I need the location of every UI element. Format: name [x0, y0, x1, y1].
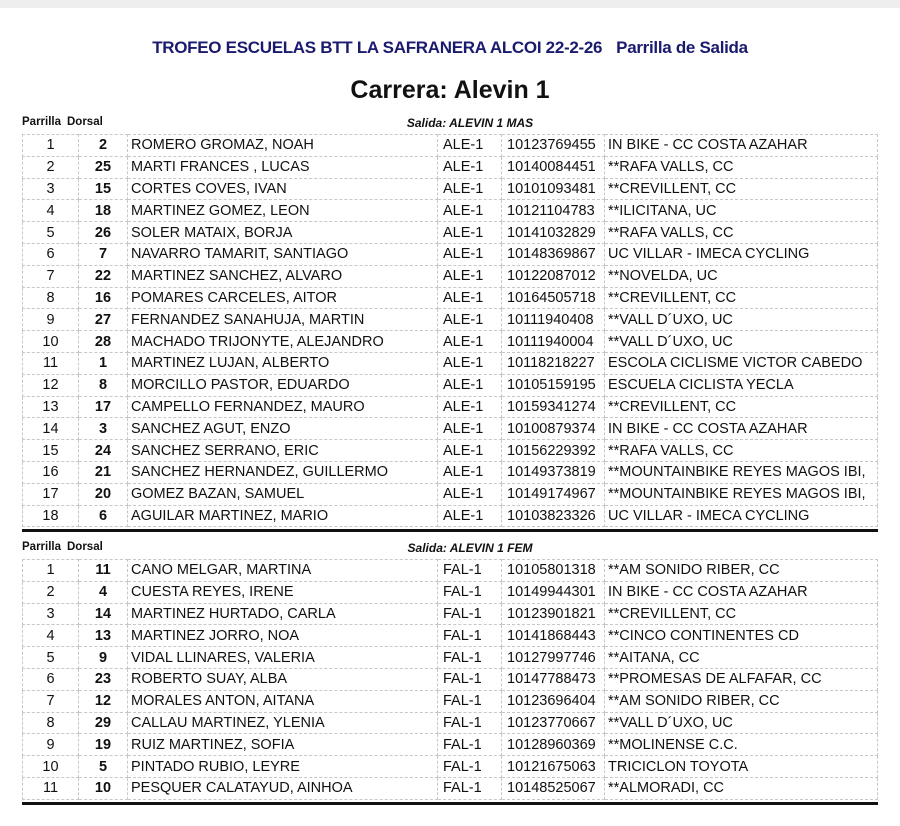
- rider-name: MARTINEZ LUJAN, ALBERTO: [128, 352, 438, 374]
- license-number: 10128960369: [502, 734, 605, 756]
- bib-number: 10: [79, 777, 128, 799]
- category: ALE-1: [438, 396, 502, 418]
- bib-number: 12: [79, 690, 128, 712]
- bib-number: 21: [79, 461, 128, 483]
- section-alevin-1-fem: [22, 541, 878, 805]
- category: ALE-1: [438, 418, 502, 440]
- salida-label: Salida: ALEVIN 1 MAS: [406, 116, 534, 130]
- club-name: **AM SONIDO RIBER, CC: [605, 560, 878, 582]
- rider-name: AGUILAR MARTINEZ, MARIO: [128, 505, 438, 527]
- grid-position: 15: [23, 440, 79, 462]
- grid-position: 4: [23, 200, 79, 222]
- table-row: [23, 374, 878, 396]
- license-number: 10121104783: [502, 200, 605, 222]
- rider-name: MACHADO TRIJONYTE, ALEJANDRO: [128, 331, 438, 353]
- club-name: **AM SONIDO RIBER, CC: [605, 690, 878, 712]
- bib-number: 20: [79, 483, 128, 505]
- category: ALE-1: [438, 374, 502, 396]
- bib-number: 23: [79, 668, 128, 690]
- bib-number: 17: [79, 396, 128, 418]
- grid-position: 9: [23, 734, 79, 756]
- license-number: 10141032829: [502, 222, 605, 244]
- bib-number: 13: [79, 625, 128, 647]
- license-number: 10141868443: [502, 625, 605, 647]
- section-header: [22, 541, 878, 559]
- category: FAL-1: [438, 756, 502, 778]
- rider-name: CORTES COVES, IVAN: [128, 178, 438, 200]
- license-number: 10140084451: [502, 156, 605, 178]
- table-row: [23, 505, 878, 527]
- category: ALE-1: [438, 178, 502, 200]
- bib-number: 22: [79, 265, 128, 287]
- bib-number: 4: [79, 581, 128, 603]
- grid-position: 4: [23, 625, 79, 647]
- table-row: [23, 331, 878, 353]
- category: FAL-1: [438, 668, 502, 690]
- grid-position: 5: [23, 647, 79, 669]
- table-row: [23, 756, 878, 778]
- club-name: **CREVILLENT, CC: [605, 178, 878, 200]
- rider-name: NAVARRO TAMARIT, SANTIAGO: [128, 243, 438, 265]
- section-divider: [22, 529, 878, 532]
- category: ALE-1: [438, 352, 502, 374]
- bib-number: 7: [79, 243, 128, 265]
- column-header-dorsal: Dorsal: [67, 116, 103, 128]
- bib-number: 11: [79, 560, 128, 582]
- license-number: 10149174967: [502, 483, 605, 505]
- rider-name: SANCHEZ HERNANDEZ, GUILLERMO: [128, 461, 438, 483]
- category: FAL-1: [438, 625, 502, 647]
- grid-position: 3: [23, 603, 79, 625]
- bib-number: 1: [79, 352, 128, 374]
- table-row: [23, 734, 878, 756]
- rider-name: MARTINEZ GOMEZ, LEON: [128, 200, 438, 222]
- category: FAL-1: [438, 603, 502, 625]
- club-name: **VALL D´UXO, UC: [605, 712, 878, 734]
- category: FAL-1: [438, 734, 502, 756]
- category: ALE-1: [438, 309, 502, 331]
- club-name: **NOVELDA, UC: [605, 265, 878, 287]
- club-name: **ALMORADI, CC: [605, 777, 878, 799]
- table-row: [23, 396, 878, 418]
- license-number: 10101093481: [502, 178, 605, 200]
- grid-position: 13: [23, 396, 79, 418]
- table-row: [23, 690, 878, 712]
- grid-position: 6: [23, 668, 79, 690]
- license-number: 10148369867: [502, 243, 605, 265]
- category: FAL-1: [438, 712, 502, 734]
- rider-name: CUESTA REYES, IRENE: [128, 581, 438, 603]
- license-number: 10159341274: [502, 396, 605, 418]
- club-name: IN BIKE - CC COSTA AZAHAR: [605, 581, 878, 603]
- category: ALE-1: [438, 483, 502, 505]
- grid-position: 16: [23, 461, 79, 483]
- license-number: 10118218227: [502, 352, 605, 374]
- grid-position: 10: [23, 756, 79, 778]
- table-row: [23, 777, 878, 799]
- grid-position: 3: [23, 178, 79, 200]
- club-name: **CREVILLENT, CC: [605, 396, 878, 418]
- rider-name: CALLAU MARTINEZ, YLENIA: [128, 712, 438, 734]
- license-number: 10149373819: [502, 461, 605, 483]
- grid-position: 9: [23, 309, 79, 331]
- table-row: [23, 135, 878, 157]
- club-name: **RAFA VALLS, CC: [605, 156, 878, 178]
- table-row: [23, 581, 878, 603]
- bib-number: 6: [79, 505, 128, 527]
- club-name: **CINCO CONTINENTES CD: [605, 625, 878, 647]
- license-number: 10111940004: [502, 331, 605, 353]
- license-number: 10149944301: [502, 581, 605, 603]
- rider-name: PESQUER CALATAYUD, AINHOA: [128, 777, 438, 799]
- license-number: 10123901821: [502, 603, 605, 625]
- grid-position: 6: [23, 243, 79, 265]
- category: FAL-1: [438, 777, 502, 799]
- table-row: [23, 625, 878, 647]
- club-name: **CREVILLENT, CC: [605, 603, 878, 625]
- salida-label: Salida: ALEVIN 1 FEM: [407, 541, 533, 555]
- rider-name: ROBERTO SUAY, ALBA: [128, 668, 438, 690]
- category: ALE-1: [438, 461, 502, 483]
- license-number: 10123696404: [502, 690, 605, 712]
- bib-number: 15: [79, 178, 128, 200]
- grid-position: 14: [23, 418, 79, 440]
- rider-name: PINTADO RUBIO, LEYRE: [128, 756, 438, 778]
- category: ALE-1: [438, 135, 502, 157]
- category: FAL-1: [438, 560, 502, 582]
- rider-name: ROMERO GROMAZ, NOAH: [128, 135, 438, 157]
- column-header-parrilla: Parrilla: [22, 116, 61, 128]
- grid-position: 5: [23, 222, 79, 244]
- table-row: [23, 647, 878, 669]
- club-name: **RAFA VALLS, CC: [605, 440, 878, 462]
- rider-name: MARTINEZ JORRO, NOA: [128, 625, 438, 647]
- grid-position: 7: [23, 265, 79, 287]
- bib-number: 28: [79, 331, 128, 353]
- rider-name: POMARES CARCELES, AITOR: [128, 287, 438, 309]
- section-alevin-1-mas: [22, 116, 878, 532]
- rider-name: CANO MELGAR, MARTINA: [128, 560, 438, 582]
- license-number: 10123769455: [502, 135, 605, 157]
- rider-name: SANCHEZ AGUT, ENZO: [128, 418, 438, 440]
- license-number: 10103823326: [502, 505, 605, 527]
- club-name: **MOLINENSE C.C.: [605, 734, 878, 756]
- section-header: [22, 116, 878, 134]
- rider-name: FERNANDEZ SANAHUJA, MARTIN: [128, 309, 438, 331]
- club-name: UC VILLAR - IMECA CYCLING: [605, 243, 878, 265]
- grid-position: 11: [23, 352, 79, 374]
- column-header-dorsal: Dorsal: [67, 541, 103, 553]
- license-number: 10122087012: [502, 265, 605, 287]
- grid-position: 8: [23, 287, 79, 309]
- rider-name: MARTINEZ SANCHEZ, ALVARO: [128, 265, 438, 287]
- rider-name: MORALES ANTON, AITANA: [128, 690, 438, 712]
- section-divider: [22, 802, 878, 805]
- bib-number: 5: [79, 756, 128, 778]
- category: ALE-1: [438, 505, 502, 527]
- table-row: [23, 483, 878, 505]
- club-name: TRICICLON TOYOTA: [605, 756, 878, 778]
- club-name: IN BIKE - CC COSTA AZAHAR: [605, 418, 878, 440]
- bib-number: 29: [79, 712, 128, 734]
- club-name: UC VILLAR - IMECA CYCLING: [605, 505, 878, 527]
- table-row: [23, 418, 878, 440]
- license-number: 10100879374: [502, 418, 605, 440]
- bib-number: 16: [79, 287, 128, 309]
- bib-number: 2: [79, 135, 128, 157]
- table-row: [23, 200, 878, 222]
- start-grid-table: [22, 134, 878, 527]
- club-name: **MOUNTAINBIKE REYES MAGOS IBI,: [605, 461, 878, 483]
- category: ALE-1: [438, 331, 502, 353]
- category: ALE-1: [438, 265, 502, 287]
- bib-number: 8: [79, 374, 128, 396]
- grid-position: 11: [23, 777, 79, 799]
- table-row: [23, 603, 878, 625]
- bib-number: 25: [79, 156, 128, 178]
- grid-position: 7: [23, 690, 79, 712]
- grid-position: 17: [23, 483, 79, 505]
- start-grid-table: [22, 559, 878, 800]
- table-row: [23, 287, 878, 309]
- bib-number: 3: [79, 418, 128, 440]
- table-row: [23, 243, 878, 265]
- license-number: 10148525067: [502, 777, 605, 799]
- race-title: Carrera: Alevin 1: [350, 76, 550, 104]
- table-row: [23, 461, 878, 483]
- grid-position: 18: [23, 505, 79, 527]
- bib-number: 9: [79, 647, 128, 669]
- grid-position: 2: [23, 581, 79, 603]
- rider-name: MARTI FRANCES , LUCAS: [128, 156, 438, 178]
- license-number: 10123770667: [502, 712, 605, 734]
- club-name: **PROMESAS DE ALFAFAR, CC: [605, 668, 878, 690]
- club-name: IN BIKE - CC COSTA AZAHAR: [605, 135, 878, 157]
- license-number: 10156229392: [502, 440, 605, 462]
- table-row: [23, 668, 878, 690]
- license-number: 10105159195: [502, 374, 605, 396]
- bib-number: 14: [79, 603, 128, 625]
- club-name: **ILICITANA, UC: [605, 200, 878, 222]
- rider-name: SANCHEZ SERRANO, ERIC: [128, 440, 438, 462]
- event-subtitle: Parrilla de Salida: [616, 38, 748, 57]
- club-name: **MOUNTAINBIKE REYES MAGOS IBI,: [605, 483, 878, 505]
- table-row: [23, 222, 878, 244]
- category: FAL-1: [438, 690, 502, 712]
- license-number: 10105801318: [502, 560, 605, 582]
- category: ALE-1: [438, 200, 502, 222]
- table-row: [23, 440, 878, 462]
- category: ALE-1: [438, 440, 502, 462]
- table-row: [23, 178, 878, 200]
- table-row: [23, 265, 878, 287]
- rider-name: MARTINEZ HURTADO, CARLA: [128, 603, 438, 625]
- event-name: TROFEO ESCUELAS BTT LA SAFRANERA ALCOI 22-2-26: [152, 38, 603, 57]
- event-title: [0, 38, 900, 58]
- club-name: **RAFA VALLS, CC: [605, 222, 878, 244]
- bib-number: 19: [79, 734, 128, 756]
- rider-name: GOMEZ BAZAN, SAMUEL: [128, 483, 438, 505]
- category: ALE-1: [438, 156, 502, 178]
- license-number: 10164505718: [502, 287, 605, 309]
- rider-name: SOLER MATAIX, BORJA: [128, 222, 438, 244]
- table-row: [23, 560, 878, 582]
- bib-number: 24: [79, 440, 128, 462]
- table-row: [23, 309, 878, 331]
- license-number: 10127997746: [502, 647, 605, 669]
- grid-position: 10: [23, 331, 79, 353]
- category: FAL-1: [438, 581, 502, 603]
- column-header-parrilla: Parrilla: [22, 541, 61, 553]
- club-name: **VALL D´UXO, UC: [605, 331, 878, 353]
- grid-position: 8: [23, 712, 79, 734]
- table-row: [23, 712, 878, 734]
- top-bar: [0, 0, 900, 8]
- category: ALE-1: [438, 287, 502, 309]
- club-name: ESCUELA CICLISTA YECLA: [605, 374, 878, 396]
- license-number: 10147788473: [502, 668, 605, 690]
- license-number: 10121675063: [502, 756, 605, 778]
- grid-position: 2: [23, 156, 79, 178]
- rider-name: CAMPELLO FERNANDEZ, MAURO: [128, 396, 438, 418]
- bib-number: 18: [79, 200, 128, 222]
- license-number: 10111940408: [502, 309, 605, 331]
- club-name: ESCOLA CICLISME VICTOR CABEDO: [605, 352, 878, 374]
- rider-name: MORCILLO PASTOR, EDUARDO: [128, 374, 438, 396]
- club-name: **VALL D´UXO, UC: [605, 309, 878, 331]
- bib-number: 26: [79, 222, 128, 244]
- grid-position: 1: [23, 560, 79, 582]
- table-row: [23, 352, 878, 374]
- rider-name: VIDAL LLINARES, VALERIA: [128, 647, 438, 669]
- club-name: **CREVILLENT, CC: [605, 287, 878, 309]
- category: FAL-1: [438, 647, 502, 669]
- category: ALE-1: [438, 243, 502, 265]
- grid-position: 1: [23, 135, 79, 157]
- rider-name: RUIZ MARTINEZ, SOFIA: [128, 734, 438, 756]
- table-row: [23, 156, 878, 178]
- category: ALE-1: [438, 222, 502, 244]
- club-name: **AITANA, CC: [605, 647, 878, 669]
- grid-position: 12: [23, 374, 79, 396]
- bib-number: 27: [79, 309, 128, 331]
